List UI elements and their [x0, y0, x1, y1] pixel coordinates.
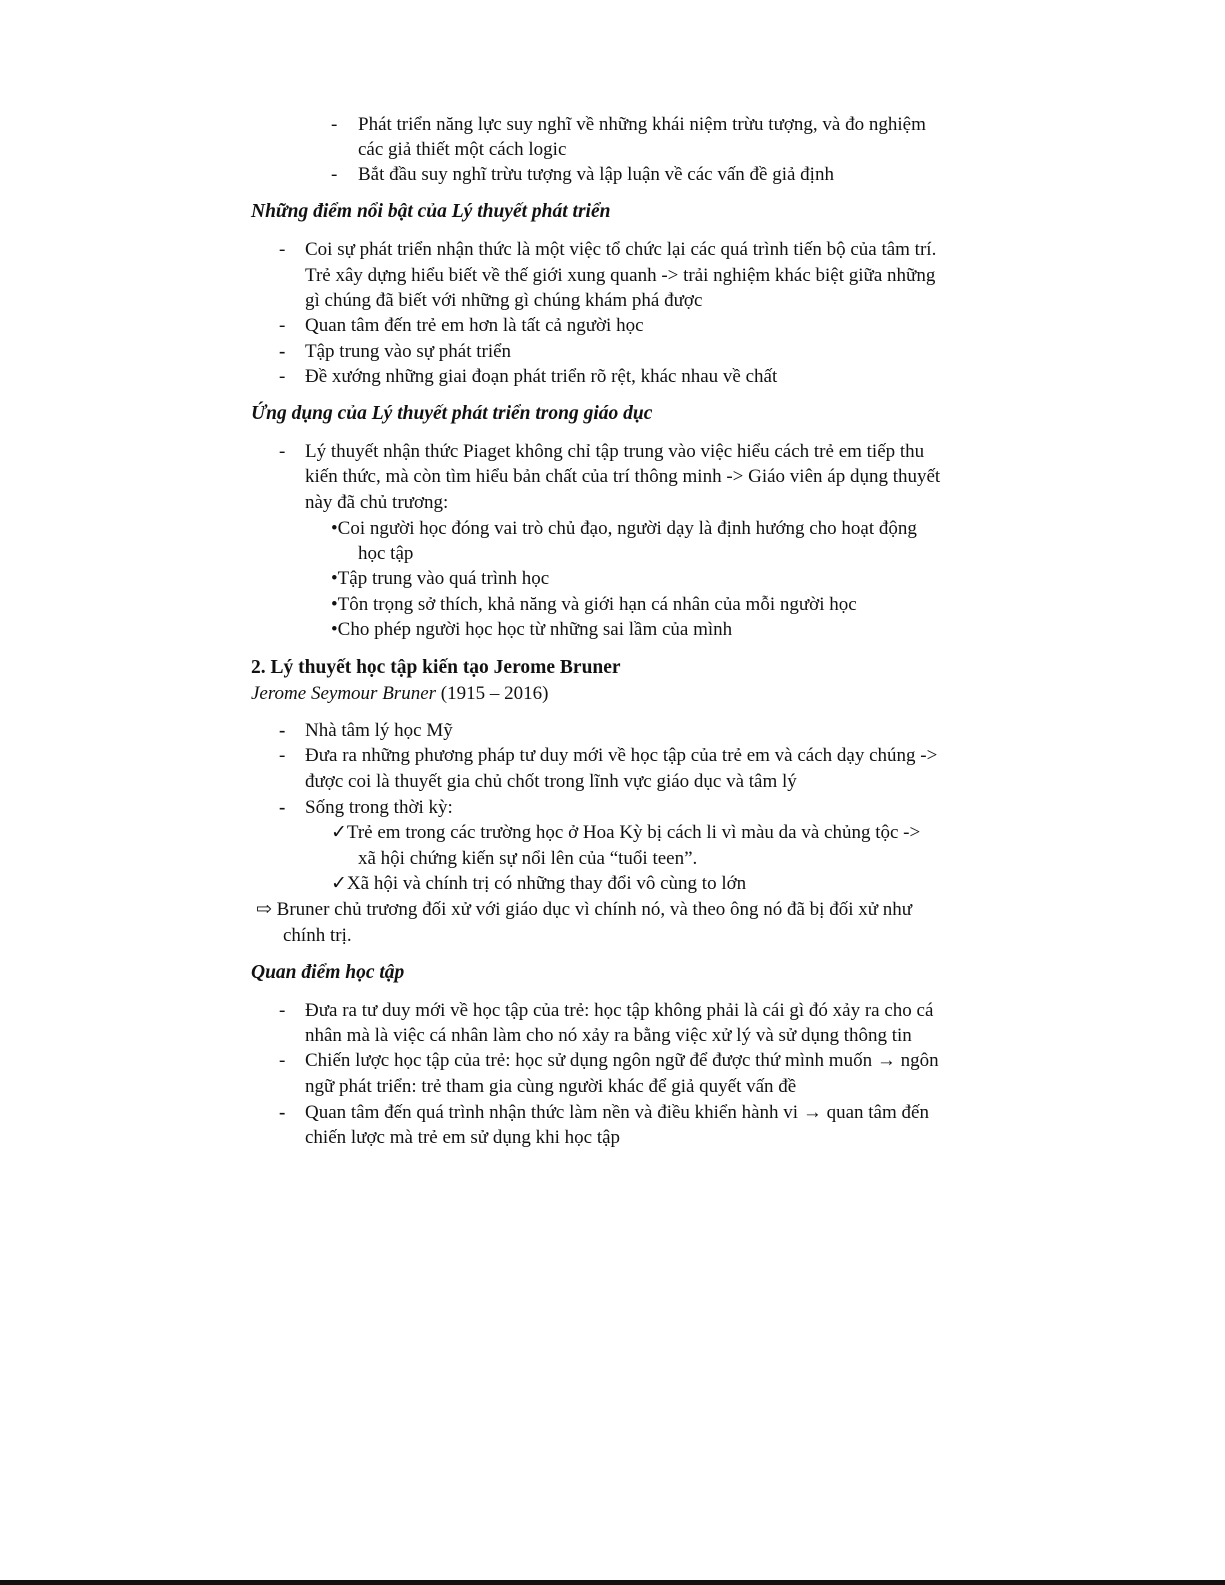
bullet-item-line: học tập [358, 543, 414, 564]
list-dash: - [279, 1000, 286, 1021]
list-item-line: gì chúng đã biết với những gì chúng khám phá được [305, 290, 703, 311]
section-heading-learning-view: Quan điểm học tập [251, 962, 405, 983]
list-item-line: ngữ phát triển: trẻ tham gia cùng người khác để giả quyết vấn đề [305, 1076, 797, 1097]
bottom-border [0, 1580, 1225, 1585]
bruner-years: (1915 – 2016) [436, 683, 549, 704]
list-dash: - [279, 366, 286, 387]
bullet-item-line: •Cho phép người học học từ những sai lầm của mình [331, 619, 733, 640]
list-item-line: Đề xướng những giai đoạn phát triển rõ rệt, khác nhau về chất [305, 366, 778, 387]
list-item-line: được coi là thuyết gia chủ chốt trong lĩnh vực giáo dục và tâm lý [305, 771, 797, 792]
list-item-line: kiến thức, mà còn tìm hiểu bản chất của trí thông minh -> Giáo viên áp dụng thuyết [305, 466, 941, 487]
check-item-line: ✓Xã hội và chính trị có những thay đổi vô cùng to lớn [331, 873, 747, 894]
list-dash: - [279, 441, 286, 462]
bruner-subtitle [251, 681, 548, 706]
conclusion-line: chính trị. [283, 925, 352, 946]
section-heading-application: Ứng dụng của Lý thuyết phát triển trong giáo dục [251, 403, 653, 424]
bullet-item-line: •Tôn trọng sở thích, khả năng và giới hạn cá nhân của mỗi người học [331, 594, 857, 615]
list-item-line: Trẻ xây dựng hiểu biết về thế giới xung quanh -> trải nghiệm khác biệt giữa những [305, 265, 936, 286]
list-item-line: Tập trung vào sự phát triển [305, 341, 512, 362]
list-item-line: Bắt đầu suy nghĩ trừu tượng và lập luận về các vấn đề giả định [358, 164, 834, 185]
list-item-line: Quan tâm đến trẻ em hơn là tất cả người học [305, 315, 644, 336]
list-item-line: nhân mà là việc cá nhân làm cho nó xảy ra bằng việc xử lý và sử dụng thông tin [305, 1025, 912, 1046]
list-dash: - [279, 315, 286, 336]
list-item-line: Sống trong thời kỳ: [305, 797, 453, 818]
bullet-item-line: •Coi người học đóng vai trò chủ đạo, người dạy là định hướng cho hoạt động [331, 518, 917, 539]
list-dash: - [279, 797, 286, 818]
check-item-line: xã hội chứng kiến sự nổi lên của “tuổi teen”. [358, 848, 698, 869]
conclusion-line: ⇨ Bruner chủ trương đối xử với giáo dục vì chính nó, và theo ông nó đã bị đối xử như [256, 899, 913, 920]
check-item-line: ✓Trẻ em trong các trường học ở Hoa Kỳ bị cách li vì màu da và chủng tộc -> [331, 822, 921, 843]
list-dash: - [279, 1050, 286, 1071]
list-dash: - [331, 164, 338, 185]
list-item-line: các giả thiết một cách logic [358, 139, 567, 160]
section-title-bruner: 2. Lý thuyết học tập kiến tạo Jerome Bruner [251, 657, 621, 678]
list-item-line: Đưa ra những phương pháp tư duy mới về học tập của trẻ em và cách dạy chúng -> [305, 745, 938, 766]
list-item-line: chiến lược mà trẻ em sử dụng khi học tập [305, 1127, 621, 1148]
list-item-line: Đưa ra tư duy mới về học tập của trẻ: học tập không phải là cái gì đó xảy ra cho cá [305, 1000, 934, 1021]
list-dash: - [279, 341, 286, 362]
list-item-line: Lý thuyết nhận thức Piaget không chỉ tập trung vào việc hiểu cách trẻ em tiếp thu [305, 441, 925, 462]
list-item-line: Nhà tâm lý học Mỹ [305, 720, 453, 741]
section-heading-highlights: Những điểm nổi bật của Lý thuyết phát triển [251, 201, 611, 222]
list-item-line: Quan tâm đến quá trình nhận thức làm nền và điều khiển hành vi → quan tâm đến [305, 1102, 929, 1123]
list-dash: - [279, 720, 286, 741]
list-dash: - [279, 239, 286, 260]
list-item-line: Phát triển năng lực suy nghĩ về những khái niệm trừu tượng, và đo nghiệm [358, 114, 926, 135]
list-item-line: Chiến lược học tập của trẻ: học sử dụng ngôn ngữ để được thứ mình muốn → ngôn [305, 1050, 939, 1071]
bullet-item-line: •Tập trung vào quá trình học [331, 568, 550, 589]
list-dash: - [331, 114, 338, 135]
list-item-line: này đã chủ trương: [305, 492, 449, 513]
list-item-line: Coi sự phát triển nhận thức là một việc tổ chức lại các quá trình tiến bộ của tâm trí. [305, 239, 937, 260]
list-dash: - [279, 1102, 286, 1123]
list-dash: - [279, 745, 286, 766]
bruner-name: Jerome Seymour Bruner [251, 683, 437, 704]
